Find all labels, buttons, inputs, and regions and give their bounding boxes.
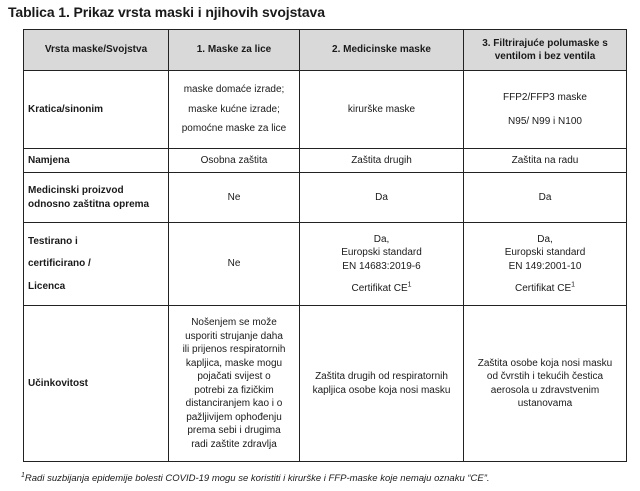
table-cell: kirurške maske bbox=[300, 71, 464, 149]
table-row bbox=[24, 223, 627, 306]
table-cell: Osobna zaštita bbox=[169, 149, 300, 173]
header-row bbox=[24, 30, 627, 71]
table-row bbox=[24, 71, 627, 149]
row-label: Medicinski proizvod odnosno zaštitna oprema bbox=[24, 173, 169, 223]
table-cell: Zaštita drugih od respiratornih kapljica osobe koja nosi masku bbox=[300, 306, 464, 462]
table-cell: Da, Europski standard EN 149:2001-10 Certifikat $CE^1$ bbox=[464, 223, 627, 306]
header-cell: Vrsta maske/Svojstva bbox=[24, 30, 169, 71]
table-row bbox=[24, 173, 627, 223]
row-label: Namjena bbox=[24, 149, 169, 173]
row-label: Testirano i certificirano / Licenca bbox=[24, 223, 169, 306]
table-cell: FFP2/FFP3 maske N95/ N99 i N100 bbox=[464, 71, 627, 149]
table-cell: Da bbox=[464, 173, 627, 223]
header-cell: 2. Medicinske maske bbox=[300, 30, 464, 71]
table-cell: Ne bbox=[169, 173, 300, 223]
table-row bbox=[24, 306, 627, 462]
table-row bbox=[24, 149, 627, 173]
footnote: $^1$Radi suzbijanja epidemije bolesti COVID-19 mogu se koristiti i kirurške i FFP-maske koje nemaju oznaku “CE”. bbox=[21, 471, 490, 484]
mask-properties-table bbox=[23, 29, 627, 462]
header-cell: 3. Filtrirajuće polumaske s ventilom i bez ventila bbox=[464, 30, 627, 71]
header-cell: 1. Maske za lice bbox=[169, 30, 300, 71]
table-cell: Zaštita osobe koja nosi masku od čvrstih i tekućih čestica aerosola u zdravstvenim ustanovama bbox=[464, 306, 627, 462]
table-cell: Da bbox=[300, 173, 464, 223]
table-cell: Nošenjem se može usporiti strujanje daha ili prijenos respiratornih kapljica, maske mogu pojačati svijest o potrebi za fizičkim distanciranjem kao i o pažljivijem ophođenju prema sebi i drugima radi zaštite zdravlja bbox=[169, 306, 300, 462]
table-title: Tablica 1. Prikaz vrsta maski i njihovih svojstava bbox=[8, 4, 325, 20]
table-cell: Ne bbox=[169, 223, 300, 306]
table-cell: Da, Europski standard EN 14683:2019-6 Certifikat $CE^1$ bbox=[300, 223, 464, 306]
table-cell: Zaštita drugih bbox=[300, 149, 464, 173]
table-cell: Zaštita na radu bbox=[464, 149, 627, 173]
row-label: Učinkovitost bbox=[24, 306, 169, 462]
row-label: Kratica/sinonim bbox=[24, 71, 169, 149]
table-cell: maske domaće izrade; maske kućne izrade; pomoćne maske za lice bbox=[169, 71, 300, 149]
